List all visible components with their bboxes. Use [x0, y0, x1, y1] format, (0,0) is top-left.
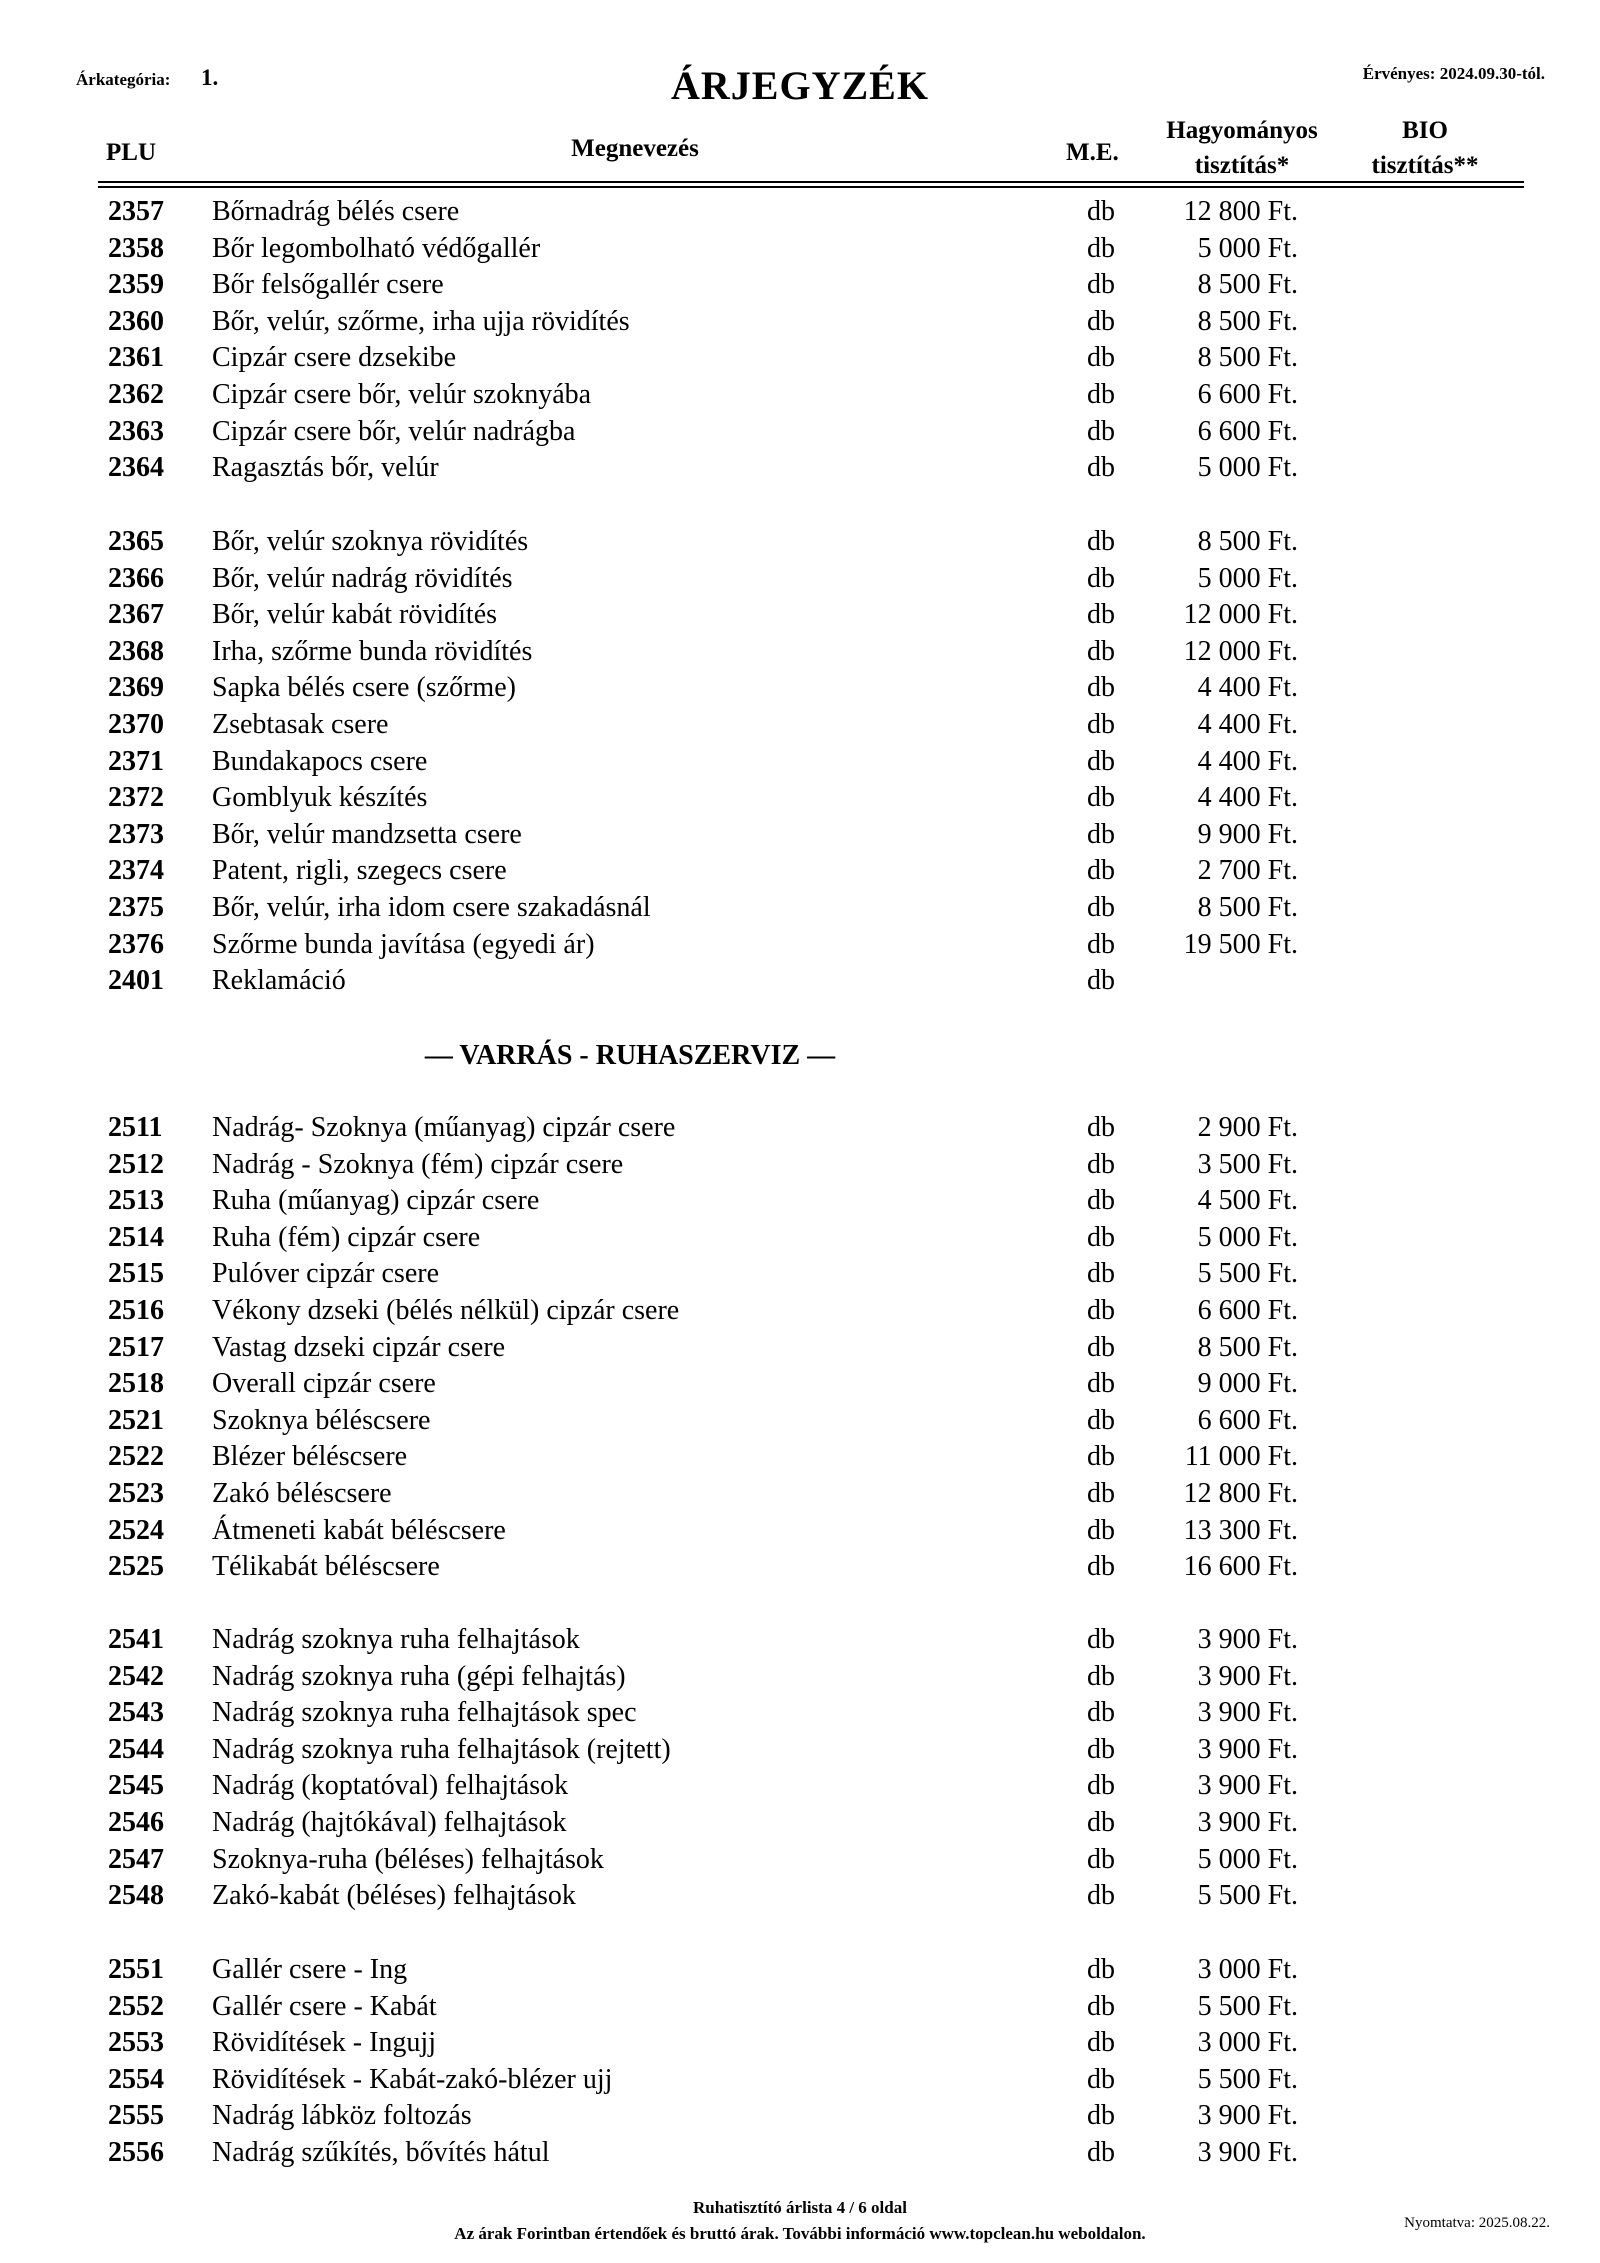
- plu-cell: 2548: [108, 1880, 164, 1912]
- table-row: [0, 1258, 1600, 1294]
- table-row: [0, 709, 1600, 745]
- plu-cell: 2553: [108, 2027, 164, 2059]
- price-cell: 5 000 Ft.: [1197, 1843, 1298, 1875]
- price-cell: 6 600 Ft.: [1197, 1404, 1298, 1436]
- table-row: [0, 782, 1600, 818]
- unit-cell: db: [1087, 1148, 1115, 1180]
- unit-cell: db: [1087, 1624, 1115, 1655]
- price-cell: 4 400 Ft.: [1197, 745, 1298, 777]
- unit-cell: db: [1087, 1404, 1115, 1436]
- plu-cell: 2521: [108, 1404, 164, 1436]
- name-cell: Reklamáció: [212, 965, 346, 997]
- table-row: [0, 379, 1600, 415]
- unit-cell: db: [1087, 1295, 1115, 1326]
- unit-cell: db: [1087, 672, 1115, 704]
- price-cell: 12 800 Ft.: [1183, 1478, 1298, 1509]
- name-cell: Rövidítések - Ingujj: [212, 2027, 436, 2059]
- price-cell: 2 700 Ft.: [1197, 855, 1298, 887]
- table-row: [0, 929, 1600, 965]
- plu-cell: 2363: [108, 415, 164, 447]
- plu-cell: 2546: [108, 1807, 164, 1838]
- unit-cell: db: [1087, 232, 1115, 264]
- price-cell: 3 000 Ft.: [1197, 1954, 1298, 1985]
- table-row: [0, 746, 1600, 782]
- name-cell: Vékony dzseki (bélés nélkül) cipzár csere: [212, 1295, 680, 1326]
- price-cell: 5 000 Ft.: [1197, 562, 1298, 594]
- price-cell: 3 900 Ft.: [1197, 1770, 1298, 1802]
- table-row: [0, 2064, 1600, 2100]
- price-cell: 4 400 Ft.: [1197, 782, 1298, 814]
- table-row: [0, 1807, 1600, 1843]
- unit-cell: db: [1087, 452, 1115, 484]
- price-cell: 3 900 Ft.: [1197, 2137, 1298, 2168]
- unit-cell: db: [1087, 1770, 1115, 1802]
- name-cell: Nadrág szűkítés, bővítés hátul: [212, 2137, 550, 2168]
- unit-cell: db: [1087, 2063, 1115, 2095]
- table-row: [0, 526, 1600, 562]
- name-cell: Ragasztás bőr, velúr: [212, 452, 439, 484]
- price-cell: 3 900 Ft.: [1197, 1733, 1298, 1765]
- price-cell: 11 000 Ft.: [1184, 1441, 1298, 1473]
- table-row: [0, 269, 1600, 305]
- plu-cell: 2368: [108, 635, 164, 667]
- name-cell: Sapka bélés csere (szőrme): [212, 672, 516, 704]
- name-cell: Nadrág- Szoknya (műanyag) cipzár csere: [212, 1112, 676, 1143]
- name-cell: Irha, szőrme bunda rövidítés: [212, 635, 533, 667]
- plu-cell: 2545: [108, 1770, 164, 1802]
- table-row: [0, 1368, 1600, 1404]
- unit-cell: db: [1087, 1441, 1115, 1473]
- unit-cell: db: [1087, 415, 1115, 447]
- name-cell: Nadrág szoknya ruha felhajtások: [212, 1624, 580, 1655]
- plu-cell: 2514: [108, 1221, 164, 1253]
- price-cell: 5 500 Ft.: [1197, 1880, 1298, 1912]
- unit-cell: db: [1087, 1514, 1115, 1546]
- price-cell: 8 500 Ft.: [1197, 342, 1298, 374]
- price-cell: 4 500 Ft.: [1197, 1185, 1298, 1217]
- plu-cell: 2518: [108, 1368, 164, 1400]
- plu-cell: 2552: [108, 1990, 164, 2022]
- name-cell: Overall cipzár csere: [212, 1368, 436, 1400]
- name-cell: Blézer béléscsere: [212, 1441, 408, 1473]
- unit-cell: db: [1087, 2100, 1115, 2132]
- plu-cell: 2551: [108, 1954, 164, 1985]
- unit-cell: db: [1087, 635, 1115, 667]
- name-cell: Rövidítések - Kabát-zakó-blézer ujj: [212, 2063, 613, 2095]
- table-row: [0, 1991, 1600, 2027]
- table-row: [0, 1222, 1600, 1258]
- price-cell: 5 000 Ft.: [1197, 1221, 1298, 1253]
- table-row: [0, 1441, 1600, 1477]
- unit-cell: db: [1087, 196, 1115, 227]
- plu-cell: 2524: [108, 1514, 164, 1546]
- section-title: — VARRÁS - RUHASZERVIZ —: [424, 1040, 836, 1071]
- unit-cell: db: [1087, 928, 1115, 960]
- name-cell: Nadrág - Szoknya (fém) cipzár csere: [212, 1148, 624, 1180]
- table-row: [0, 1551, 1600, 1587]
- unit-cell: db: [1087, 2137, 1115, 2168]
- name-cell: Bőr, velúr szoknya rövidítés: [212, 526, 529, 557]
- unit-cell: db: [1087, 526, 1115, 557]
- price-cell: 9 000 Ft.: [1197, 1368, 1298, 1400]
- plu-cell: 2556: [108, 2137, 164, 2168]
- price-cell: 5 000 Ft.: [1197, 232, 1298, 264]
- price-cell: 2 900 Ft.: [1197, 1112, 1298, 1143]
- name-cell: Gallér csere - Ing: [212, 1954, 408, 1985]
- unit-cell: db: [1087, 965, 1115, 997]
- name-cell: Nadrág (hajtókával) felhajtások: [212, 1807, 567, 1838]
- name-cell: Bőr, velúr mandzsetta csere: [212, 818, 522, 850]
- plu-cell: 2362: [108, 379, 164, 410]
- plu-cell: 2512: [108, 1148, 164, 1180]
- plu-cell: 2364: [108, 452, 164, 484]
- name-cell: Télikabát béléscsere: [212, 1551, 440, 1583]
- name-cell: Nadrág lábköz foltozás: [212, 2100, 472, 2132]
- price-cell: 8 500 Ft.: [1197, 305, 1298, 337]
- plu-cell: 2372: [108, 782, 164, 814]
- name-cell: Bőr, velúr, szőrme, irha ujja rövidítés: [212, 305, 630, 337]
- name-cell: Ruha (műanyag) cipzár csere: [212, 1185, 540, 1217]
- table-row: [0, 1149, 1600, 1185]
- unit-cell: db: [1087, 1954, 1115, 1985]
- plu-cell: 2359: [108, 269, 164, 301]
- plu-cell: 2544: [108, 1733, 164, 1765]
- table-row: [0, 563, 1600, 599]
- unit-cell: db: [1087, 562, 1115, 594]
- column-header-traditional-line1: Hagyományos: [1166, 117, 1318, 144]
- unit-cell: db: [1087, 1551, 1115, 1583]
- name-cell: Szoknya béléscsere: [212, 1404, 431, 1436]
- table-row: [0, 342, 1600, 378]
- table-row: [0, 1661, 1600, 1697]
- valid-from: Érvényes: 2024.09.30-tól.: [1362, 64, 1545, 83]
- plu-cell: 2361: [108, 342, 164, 374]
- price-cell: 8 500 Ft.: [1197, 892, 1298, 923]
- price-cell: 8 500 Ft.: [1197, 1331, 1298, 1363]
- unit-cell: db: [1087, 1478, 1115, 1509]
- price-cell: 6 600 Ft.: [1197, 379, 1298, 410]
- name-cell: Gallér csere - Kabát: [212, 1990, 437, 2022]
- price-cell: 4 400 Ft.: [1197, 709, 1298, 740]
- name-cell: Bőr legombolható védőgallér: [212, 232, 541, 264]
- unit-cell: db: [1087, 305, 1115, 337]
- plu-cell: 2376: [108, 928, 164, 960]
- price-cell: 5 000 Ft.: [1197, 452, 1298, 484]
- unit-cell: db: [1087, 1807, 1115, 1838]
- price-cell: 19 500 Ft.: [1183, 928, 1298, 960]
- table-row: [0, 233, 1600, 269]
- unit-cell: db: [1087, 342, 1115, 374]
- unit-cell: db: [1087, 1221, 1115, 1253]
- plu-cell: 2517: [108, 1331, 164, 1363]
- price-cell: 9 900 Ft.: [1197, 818, 1298, 850]
- table-row: [0, 855, 1600, 891]
- plu-cell: 2513: [108, 1185, 164, 1217]
- table-row: [0, 196, 1600, 232]
- name-cell: Pulóver cipzár csere: [212, 1258, 439, 1290]
- plu-cell: 2515: [108, 1258, 164, 1290]
- name-cell: Bőr felsőgallér csere: [212, 269, 444, 301]
- table-row: [0, 599, 1600, 635]
- price-cell: 3 900 Ft.: [1197, 1660, 1298, 1692]
- name-cell: Zakó béléscsere: [212, 1478, 392, 1509]
- unit-cell: db: [1087, 818, 1115, 850]
- table-row: [0, 1295, 1600, 1331]
- plu-cell: 2357: [108, 196, 164, 227]
- unit-cell: db: [1087, 1880, 1115, 1912]
- price-category-value: 1.: [201, 65, 219, 90]
- column-header-unit: M.E.: [1066, 139, 1119, 166]
- plu-cell: 2366: [108, 562, 164, 594]
- table-row: [0, 965, 1600, 1001]
- unit-cell: db: [1087, 855, 1115, 887]
- table-row: [0, 1405, 1600, 1441]
- name-cell: Nadrág szoknya ruha felhajtások (rejtett): [212, 1733, 671, 1765]
- name-cell: Átmeneti kabát béléscsere: [212, 1514, 506, 1546]
- plu-cell: 2542: [108, 1660, 164, 1692]
- price-cell: 5 500 Ft.: [1197, 1258, 1298, 1290]
- table-row: [0, 1515, 1600, 1551]
- price-cell: 3 900 Ft.: [1197, 1697, 1298, 1729]
- unit-cell: db: [1087, 2027, 1115, 2059]
- unit-cell: db: [1087, 782, 1115, 814]
- plu-cell: 2523: [108, 1478, 164, 1509]
- name-cell: Gomblyuk készítés: [212, 782, 428, 814]
- price-cell: 3 000 Ft.: [1197, 2027, 1298, 2059]
- table-row: [0, 2137, 1600, 2173]
- name-cell: Cipzár csere dzsekibe: [212, 342, 457, 374]
- name-cell: Bőrnadrág bélés csere: [212, 196, 460, 227]
- price-cell: 12 000 Ft.: [1183, 599, 1298, 631]
- unit-cell: db: [1087, 892, 1115, 923]
- price-cell: 6 600 Ft.: [1197, 415, 1298, 447]
- plu-cell: 2541: [108, 1624, 164, 1655]
- plu-cell: 2375: [108, 892, 164, 923]
- name-cell: Ruha (fém) cipzár csere: [212, 1221, 481, 1253]
- table-row: [0, 416, 1600, 452]
- column-header-name: Megnevezés: [571, 135, 699, 162]
- column-header-plu: PLU: [106, 139, 156, 166]
- name-cell: Nadrág (koptatóval) felhajtások: [212, 1770, 569, 1802]
- table-row: [0, 306, 1600, 342]
- table-row: [0, 636, 1600, 672]
- unit-cell: db: [1087, 1733, 1115, 1765]
- plu-cell: 2373: [108, 818, 164, 850]
- table-row: [0, 1880, 1600, 1916]
- plu-cell: 2374: [108, 855, 164, 887]
- plu-cell: 2371: [108, 745, 164, 777]
- price-cell: 3 900 Ft.: [1197, 2100, 1298, 2132]
- unit-cell: db: [1087, 1258, 1115, 1290]
- plu-cell: 2358: [108, 232, 164, 264]
- header-rule-top: [98, 181, 1524, 183]
- unit-cell: db: [1087, 1185, 1115, 1217]
- plu-cell: 2516: [108, 1295, 164, 1326]
- unit-cell: db: [1087, 1660, 1115, 1692]
- unit-cell: db: [1087, 1990, 1115, 2022]
- price-cell: 3 900 Ft.: [1197, 1624, 1298, 1655]
- plu-cell: 2555: [108, 2100, 164, 2132]
- price-cell: 5 500 Ft.: [1197, 2063, 1298, 2095]
- unit-cell: db: [1087, 1697, 1115, 1729]
- unit-cell: db: [1087, 1368, 1115, 1400]
- column-header-bio-line2: tisztítás**: [1371, 152, 1479, 179]
- table-row: [0, 452, 1600, 488]
- name-cell: Bőr, velúr, irha idom csere szakadásnál: [212, 892, 651, 923]
- price-cell: 4 400 Ft.: [1197, 672, 1298, 704]
- table-row: [0, 2027, 1600, 2063]
- name-cell: Nadrág szoknya ruha (gépi felhajtás): [212, 1660, 626, 1692]
- name-cell: Patent, rigli, szegecs csere: [212, 855, 507, 887]
- name-cell: Bundakapocs csere: [212, 745, 428, 777]
- price-cell: 12 800 Ft.: [1183, 196, 1298, 227]
- plu-cell: 2547: [108, 1843, 164, 1875]
- printed-date: Nyomtatva: 2025.08.22.: [1404, 2215, 1550, 2231]
- plu-cell: 2365: [108, 526, 164, 557]
- table-row: [0, 1844, 1600, 1880]
- table-row: [0, 819, 1600, 855]
- price-cell: 16 600 Ft.: [1183, 1551, 1298, 1583]
- plu-cell: 2511: [108, 1112, 163, 1143]
- price-cell: 3 900 Ft.: [1197, 1807, 1298, 1838]
- price-cell: 6 600 Ft.: [1197, 1295, 1298, 1326]
- name-cell: Vastag dzseki cipzár csere: [212, 1331, 506, 1363]
- price-cell: 8 500 Ft.: [1197, 269, 1298, 301]
- plu-cell: 2543: [108, 1697, 164, 1729]
- table-row: [0, 1478, 1600, 1514]
- table-row: [0, 1734, 1600, 1770]
- unit-cell: db: [1087, 269, 1115, 301]
- price-category-label: Árkategória:: [76, 70, 171, 89]
- footer-note: Az árak Forintban értendőek és bruttó árak. További információ www.topclean.hu weboldalon.: [454, 2224, 1146, 2243]
- name-cell: Zakó-kabát (béléses) felhajtások: [212, 1880, 576, 1912]
- unit-cell: db: [1087, 379, 1115, 410]
- table-row: [0, 1332, 1600, 1368]
- column-header-traditional-line2: tisztítás*: [1194, 152, 1290, 179]
- price-cell: 3 500 Ft.: [1197, 1148, 1298, 1180]
- table-row: [0, 2100, 1600, 2136]
- unit-cell: db: [1087, 1843, 1115, 1875]
- name-cell: Szőrme bunda javítása (egyedi ár): [212, 928, 595, 960]
- name-cell: Zsebtasak csere: [212, 709, 389, 740]
- name-cell: Szoknya-ruha (béléses) felhajtások: [212, 1843, 604, 1875]
- page-title: ÁRJEGYZÉK: [671, 63, 929, 108]
- table-row: [0, 1770, 1600, 1806]
- price-cell: 12 000 Ft.: [1183, 635, 1298, 667]
- name-cell: Nadrág szoknya ruha felhajtások spec: [212, 1697, 637, 1729]
- plu-cell: 2554: [108, 2063, 164, 2095]
- table-row: [0, 1112, 1600, 1148]
- table-row: [0, 1954, 1600, 1990]
- plu-cell: 2525: [108, 1551, 164, 1583]
- name-cell: Cipzár csere bőr, velúr nadrágba: [212, 415, 576, 447]
- unit-cell: db: [1087, 745, 1115, 777]
- table-row: [0, 1697, 1600, 1733]
- name-cell: Bőr, velúr nadrág rövidítés: [212, 562, 513, 594]
- table-row: [0, 1185, 1600, 1221]
- table-row: [0, 672, 1600, 708]
- unit-cell: db: [1087, 599, 1115, 631]
- header-rule-bottom: [98, 186, 1524, 188]
- plu-cell: 2367: [108, 599, 164, 631]
- unit-cell: db: [1087, 709, 1115, 740]
- footer-page-info: Ruhatisztító árlista 4 / 6 oldal: [693, 2198, 907, 2217]
- unit-cell: db: [1087, 1112, 1115, 1143]
- table-row: [0, 1624, 1600, 1660]
- name-cell: Bőr, velúr kabát rövidítés: [212, 599, 498, 631]
- plu-cell: 2360: [108, 305, 164, 337]
- price-cell: 13 300 Ft.: [1183, 1514, 1298, 1546]
- plu-cell: 2522: [108, 1441, 164, 1473]
- unit-cell: db: [1087, 1331, 1115, 1363]
- column-header-bio-line1: BIO: [1402, 117, 1448, 144]
- name-cell: Cipzár csere bőr, velúr szoknyába: [212, 379, 592, 410]
- price-cell: 5 500 Ft.: [1197, 1990, 1298, 2022]
- plu-cell: 2369: [108, 672, 164, 704]
- plu-cell: 2401: [108, 965, 164, 997]
- price-cell: 8 500 Ft.: [1197, 526, 1298, 557]
- plu-cell: 2370: [108, 709, 164, 740]
- table-row: [0, 892, 1600, 928]
